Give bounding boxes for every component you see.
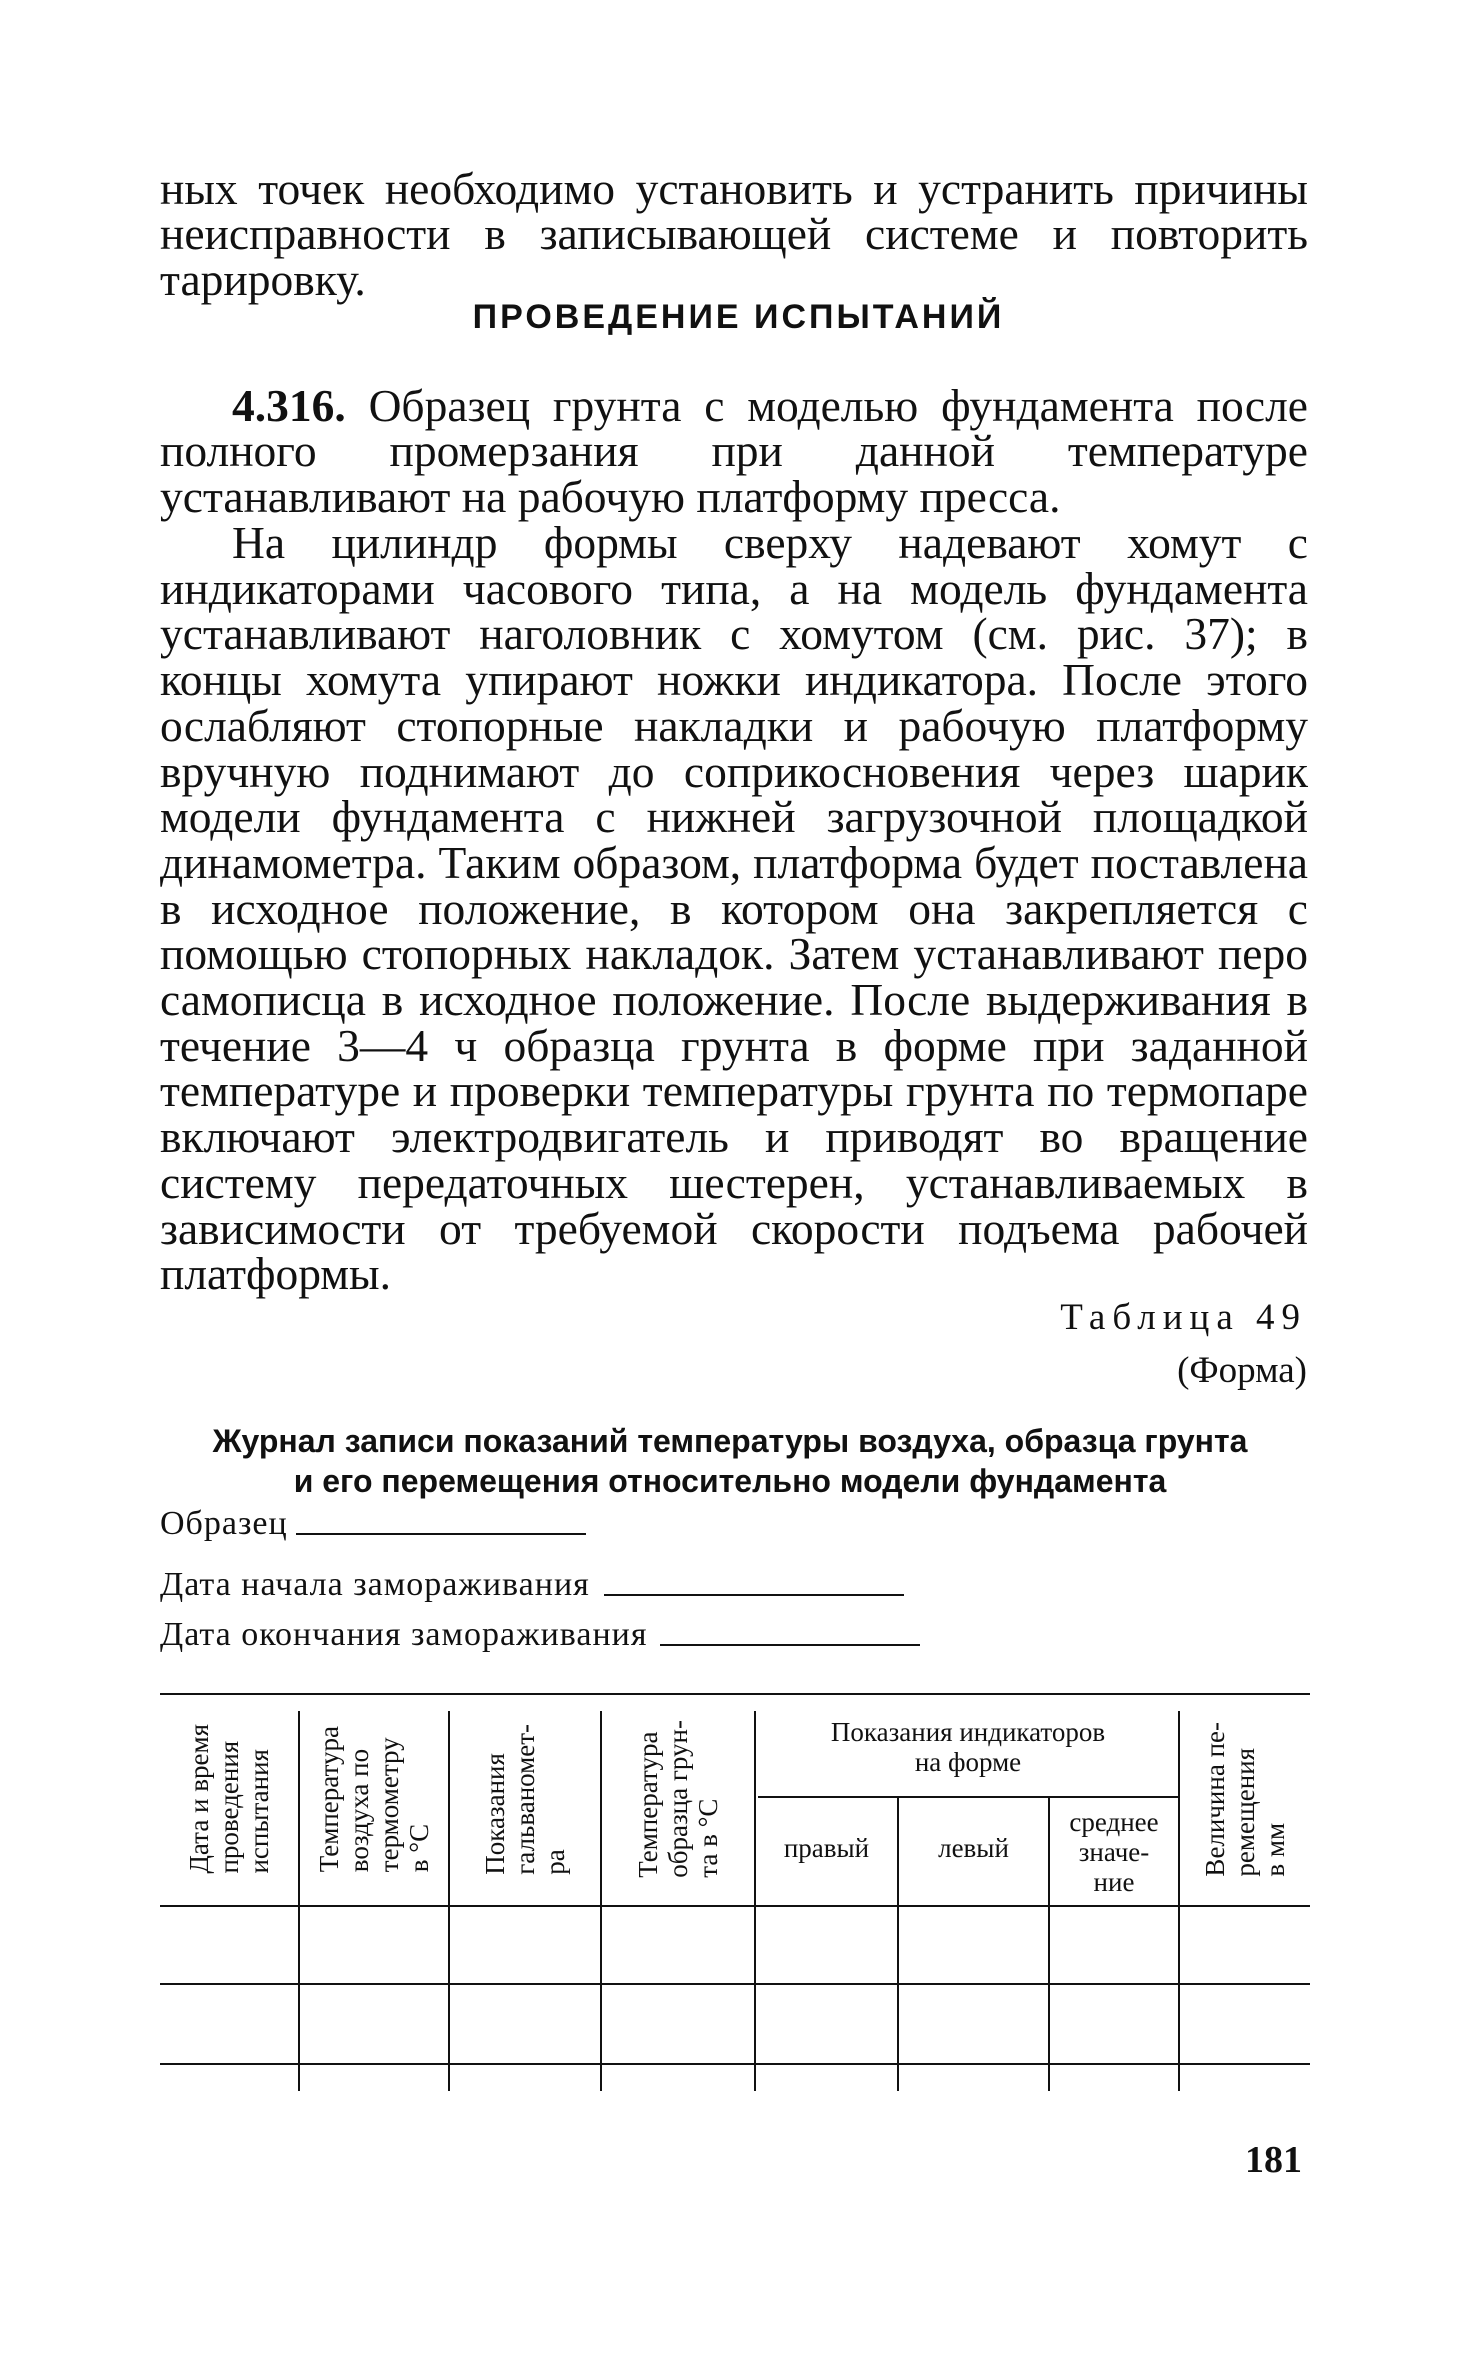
paragraph-number: 4.316. xyxy=(232,380,346,431)
freeze-end-field xyxy=(160,1616,920,1654)
header-date-time: Дата и время проведения испытания xyxy=(184,1724,274,1874)
table-label: Таблица 49 xyxy=(1060,1297,1307,1338)
freeze-end-blank-line xyxy=(660,1643,920,1646)
indicator-group-rule xyxy=(758,1796,1178,1798)
header-right-indicator: правый xyxy=(783,1833,870,1863)
sample-blank-line xyxy=(296,1532,586,1535)
column-divider xyxy=(754,1711,756,2091)
table-row-rule xyxy=(160,2063,1310,2065)
paragraph-4316-text: Образец грунта с моделью фундамента после полного промерзания при данной температуре устанавливают на рабочую платформу пресса. xyxy=(160,380,1308,522)
table-top-rule xyxy=(160,1693,1310,1695)
journal-form-table xyxy=(160,1693,1310,2093)
table-title xyxy=(120,1421,1340,1501)
section-heading: ПРОВЕДЕНИЕ ИСПЫТАНИЙ xyxy=(472,298,1005,336)
table-title-line-2: и его перемещения относительно модели фундамента xyxy=(293,1463,1167,1499)
freeze-start-label: Дата начала замораживания xyxy=(160,1566,590,1603)
header-mean-value: среднее значе- ние xyxy=(1069,1807,1159,1897)
freeze-end-label: Дата окончания замораживания xyxy=(160,1616,648,1653)
table-row-rule xyxy=(160,1983,1310,1985)
header-galvanometer: Показания гальваномет- ра xyxy=(480,1723,570,1875)
main-paragraph: На цилиндр формы сверху надевают хомут с индикаторами часового типа, а на модель фундамента устанавливают наголовник с хомутом (см. рис. 37); в концы хомута упирают ножки индикатора. После этого ослабляют стопорные накладки и рабочую платформу вручную поднимают до соприкосновения через шарик модели фундамента с нижней загрузочной площадкой динамометра. Таким образом, платформа будет поставлена в исходное положение, в котором она закрепляется с помощью стопорных накладок. Затем устанавливают перо самописца в исходное положение. После выдерживания в течение 3—4 ч образца грунта в форме при заданной температуре и проверки температуры грунта по термопаре включают электродвигатель и приводят во вращение систему передаточных шестерен, устанавливаемых в зависимости от требуемой скорости подъема рабочей платформы. xyxy=(160,517,1308,1300)
page-number: 181 xyxy=(1245,2139,1302,2181)
table-form-note: (Форма) xyxy=(1177,1350,1307,1391)
freeze-start-field xyxy=(160,1566,904,1604)
header-air-temperature: Температура воздуха по термометру в °С xyxy=(314,1725,434,1873)
continuation-paragraph: ных точек необходимо установить и устранить причины неисправности в записывающей системе и повторить тарировку. xyxy=(160,163,1308,305)
header-left-indicator: левый xyxy=(938,1833,1009,1863)
header-displacement: Величина пе- ремещения в мм xyxy=(1200,1721,1290,1877)
table-header-rule xyxy=(160,1905,1310,1907)
table-title-line-1: Журнал записи показаний температуры воздуха, образца грунта xyxy=(212,1423,1248,1459)
paragraph-4316 xyxy=(160,380,1308,522)
freeze-start-blank-line xyxy=(604,1593,904,1596)
sample-field xyxy=(160,1505,586,1543)
sample-label: Образец xyxy=(160,1505,288,1542)
header-soil-temperature: Температура образца грун- та в °С xyxy=(633,1720,723,1878)
header-indicator-group: Показания индикаторов на форме xyxy=(830,1717,1106,1777)
